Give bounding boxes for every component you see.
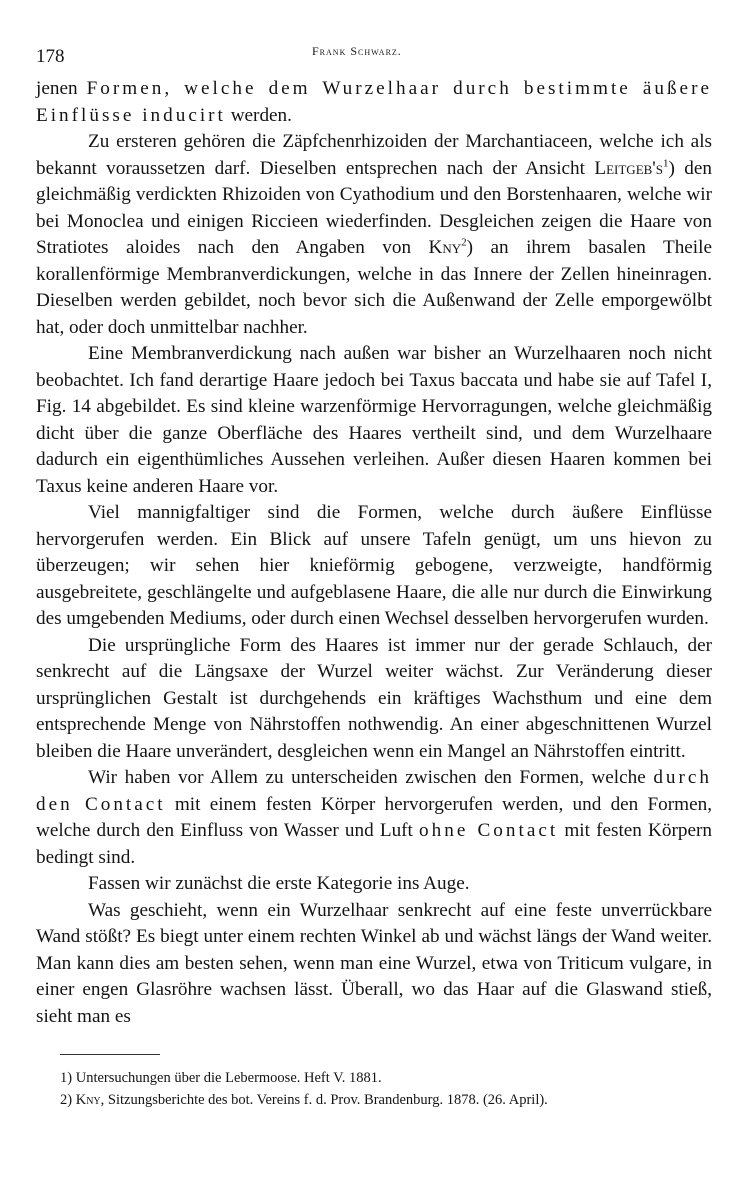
page-header [36,36,712,76]
emphasis-contact: durch den Contact [36,767,712,815]
paragraph-original-form: Die ursprüngliche Form des Haares ist immer nur der gerade Schlauch, der senkrecht auf die Längsaxe der Wurzel weiter wächst. Zur Veränderung dieser ursprünglichen Gestalt ist durchgehends ein kräftiges Wachsthum und eine dem entsprechende Menge von Nährstoffen nothwendig. An einer abgeschnittenen Wurzel bleiben die Haare unverändert, desgleichen wenn ein Mangel an Nährstoffen eintritt. [36,634,712,762]
footnote-ref-1: 1 [663,157,669,170]
footnote-1: 1) Untersuchungen über die Lebermoose. Heft V. 1881. [60,1070,382,1086]
footnote-ref-2: 2 [461,236,467,249]
document-page [36,36,712,1111]
running-head: Frank Schwarz. [312,44,402,58]
footnote-2: 2) Kny, Sitzungsberichte des bot. Vereins f. d. Prov. Brandenburg. 1878. (26. April). [60,1092,548,1108]
body-text [36,76,712,1030]
author-leitgeb: Leitgeb's [594,157,663,179]
author-kny: Kny [428,237,462,258]
page-number: 178 [36,46,65,67]
paragraph-continuation: jenen Formen, welche dem Wurzelhaar durch bestimmte äußere Einflüsse inducirt werden. [36,78,712,126]
emphasis-without-contact: ohne Contact [419,820,559,841]
paragraph-category: Fassen wir zunächst die erste Kategorie ins Auge. [88,873,470,894]
paragraph-taxus: Eine Membranverdickung nach außen war bisher an Wurzelhaaren noch nicht beobachtet. Ich fand derartige Haare jedoch bei Taxus baccata und habe sie auf Tafel I, Fig. 14 abgebildet. Es sind kleine warzenförmige Hervorragungen, welche gleichmäßig dicht über die ganze Oberfläche des Haares vertheilt sind, und dem Wurzelhaare dadurch ein eigenthümliches Aussehen verleihen. Außer diesen Haaren kommen bei Taxus keine anderen Haare vor. [36,343,712,497]
emphasis-spaced: Formen, welche dem Wurzelhaar durch bestimmte äußere Einflüsse inducirt [36,78,712,126]
paragraph-rhizoids: Zu ersteren gehören die Zäpfchenrhizoiden der Marchantiaceen, welche ich als bekannt voraussetzen darf. Dieselben entsprechen nach der Ansicht $Leitgeb's^1$) den gleichmäßig verdickten Rhizoiden von Cyathodium und den Borstenhaaren, welche wir bei Monoclea und einigen Riccieen wiederfinden. Desgleichen zeigen die Haare von Stratiotes aloides nach den Angaben von Kny$^2$) an ihrem basalen Theile korallenförmige Membranverdickungen, welche in das Innere der Zellen hineinragen. Dieselben werden gebildet, noch bevor sich die Außenwand der Zelle emporgewölbt hat, oder doch unmittelbar nachher. [36,131,712,338]
footnote-divider [60,1054,160,1055]
footnotes [36,1067,712,1111]
paragraph-forms: Viel mannigfaltiger sind die Formen, welche durch äußere Einflüsse hervorgerufen werden. Ein Blick auf unsere Tafeln genügt, um uns hievon zu überzeugen; wir sehen hier knieförmig gebogene, verzweigte, handförmig ausgebreitete, geschlängelte und aufgeblasene Haare, die alle nur durch die Einwirkung des umgebenden Mediums, oder durch einen Wechsel desselben hervorgerufen wurden. [36,502,712,629]
paragraph-contact: Wir haben vor Allem zu unterscheiden zwischen den Formen, welche durch den Contact mit einem festen Körper hervorgerufen werden, und den Formen, welche durch den Einfluss von Wasser und Luft ohne Contact mit festen Körpern bedingt sind. [36,767,712,868]
paragraph-wall: Was geschieht, wenn ein Wurzelhaar senkrecht auf eine feste unverrückbare Wand stößt? Es biegt unter einem rechten Winkel ab und wächst längs der Wand weiter. Man kann dies am besten sehen, wenn man eine Wurzel, etwa von Triticum vulgare, in einer engen Glasröhre wachsen lässt. Überall, wo das Haar auf die Glaswand stieß, sieht man es [36,899,712,1027]
